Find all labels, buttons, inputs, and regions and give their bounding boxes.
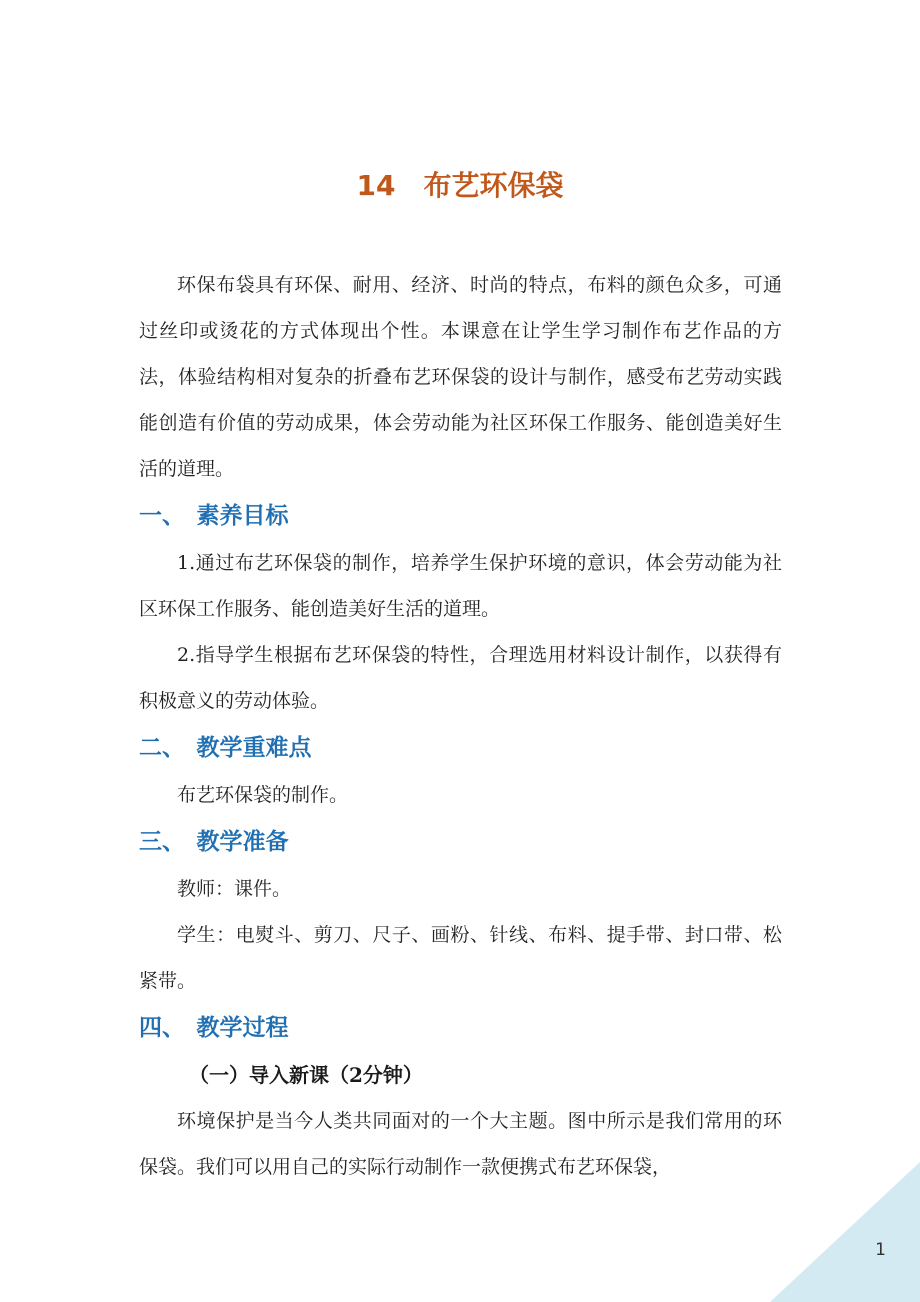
preparation-student: 学生：电熨斗、剪刀、尺子、画粉、针线、布料、提手带、封口带、松紧带。 <box>139 924 782 992</box>
process-paragraph-1: 环境保护是当今人类共同面对的一个大主题。图中所示是我们常用的环保袋。我们可以用自己的实际行动制作一款便携式布艺环保袋， <box>139 1110 782 1178</box>
section-heading-goals: 一、 素养目标 <box>139 503 289 529</box>
document-title: 14 布艺环保袋 <box>356 169 564 202</box>
section-heading-preparation: 三、 教学准备 <box>139 829 289 855</box>
goal-paragraph-2: 2.指导学生根据布艺环保袋的特性，合理选用材料设计制作，以获得有积极意义的劳动体验。 <box>139 644 782 712</box>
process-subheading-intro: （一）导入新课（2分钟） <box>189 1063 423 1087</box>
goal-paragraph-1: 1.通过布艺环保袋的制作，培养学生保护环境的意识，体会劳动能为社区环保工作服务、能创造美好生活的道理。 <box>139 552 782 620</box>
document-body <box>139 262 782 1190</box>
corner-triangle <box>770 1162 920 1302</box>
preparation-teacher: 教师：课件。 <box>177 878 292 900</box>
section-heading-key-points: 二、 教学重难点 <box>139 735 312 761</box>
intro-paragraph: 环保布袋具有环保、耐用、经济、时尚的特点，布料的颜色众多，可通过丝印或烫花的方式体现出个性。本课意在让学生学习制作布艺作品的方法，体验结构相对复杂的折叠布艺环保袋的设计与制作，感受布艺劳动实践能创造有价值的劳动成果，体会劳动能为社区环保工作服务、能创造美好生活的道理。 <box>139 274 782 480</box>
page-number: 1 <box>875 1240 886 1260</box>
corner-decoration <box>770 1162 920 1302</box>
section-heading-process: 四、 教学过程 <box>139 1015 289 1041</box>
key-points-paragraph: 布艺环保袋的制作。 <box>177 784 349 806</box>
